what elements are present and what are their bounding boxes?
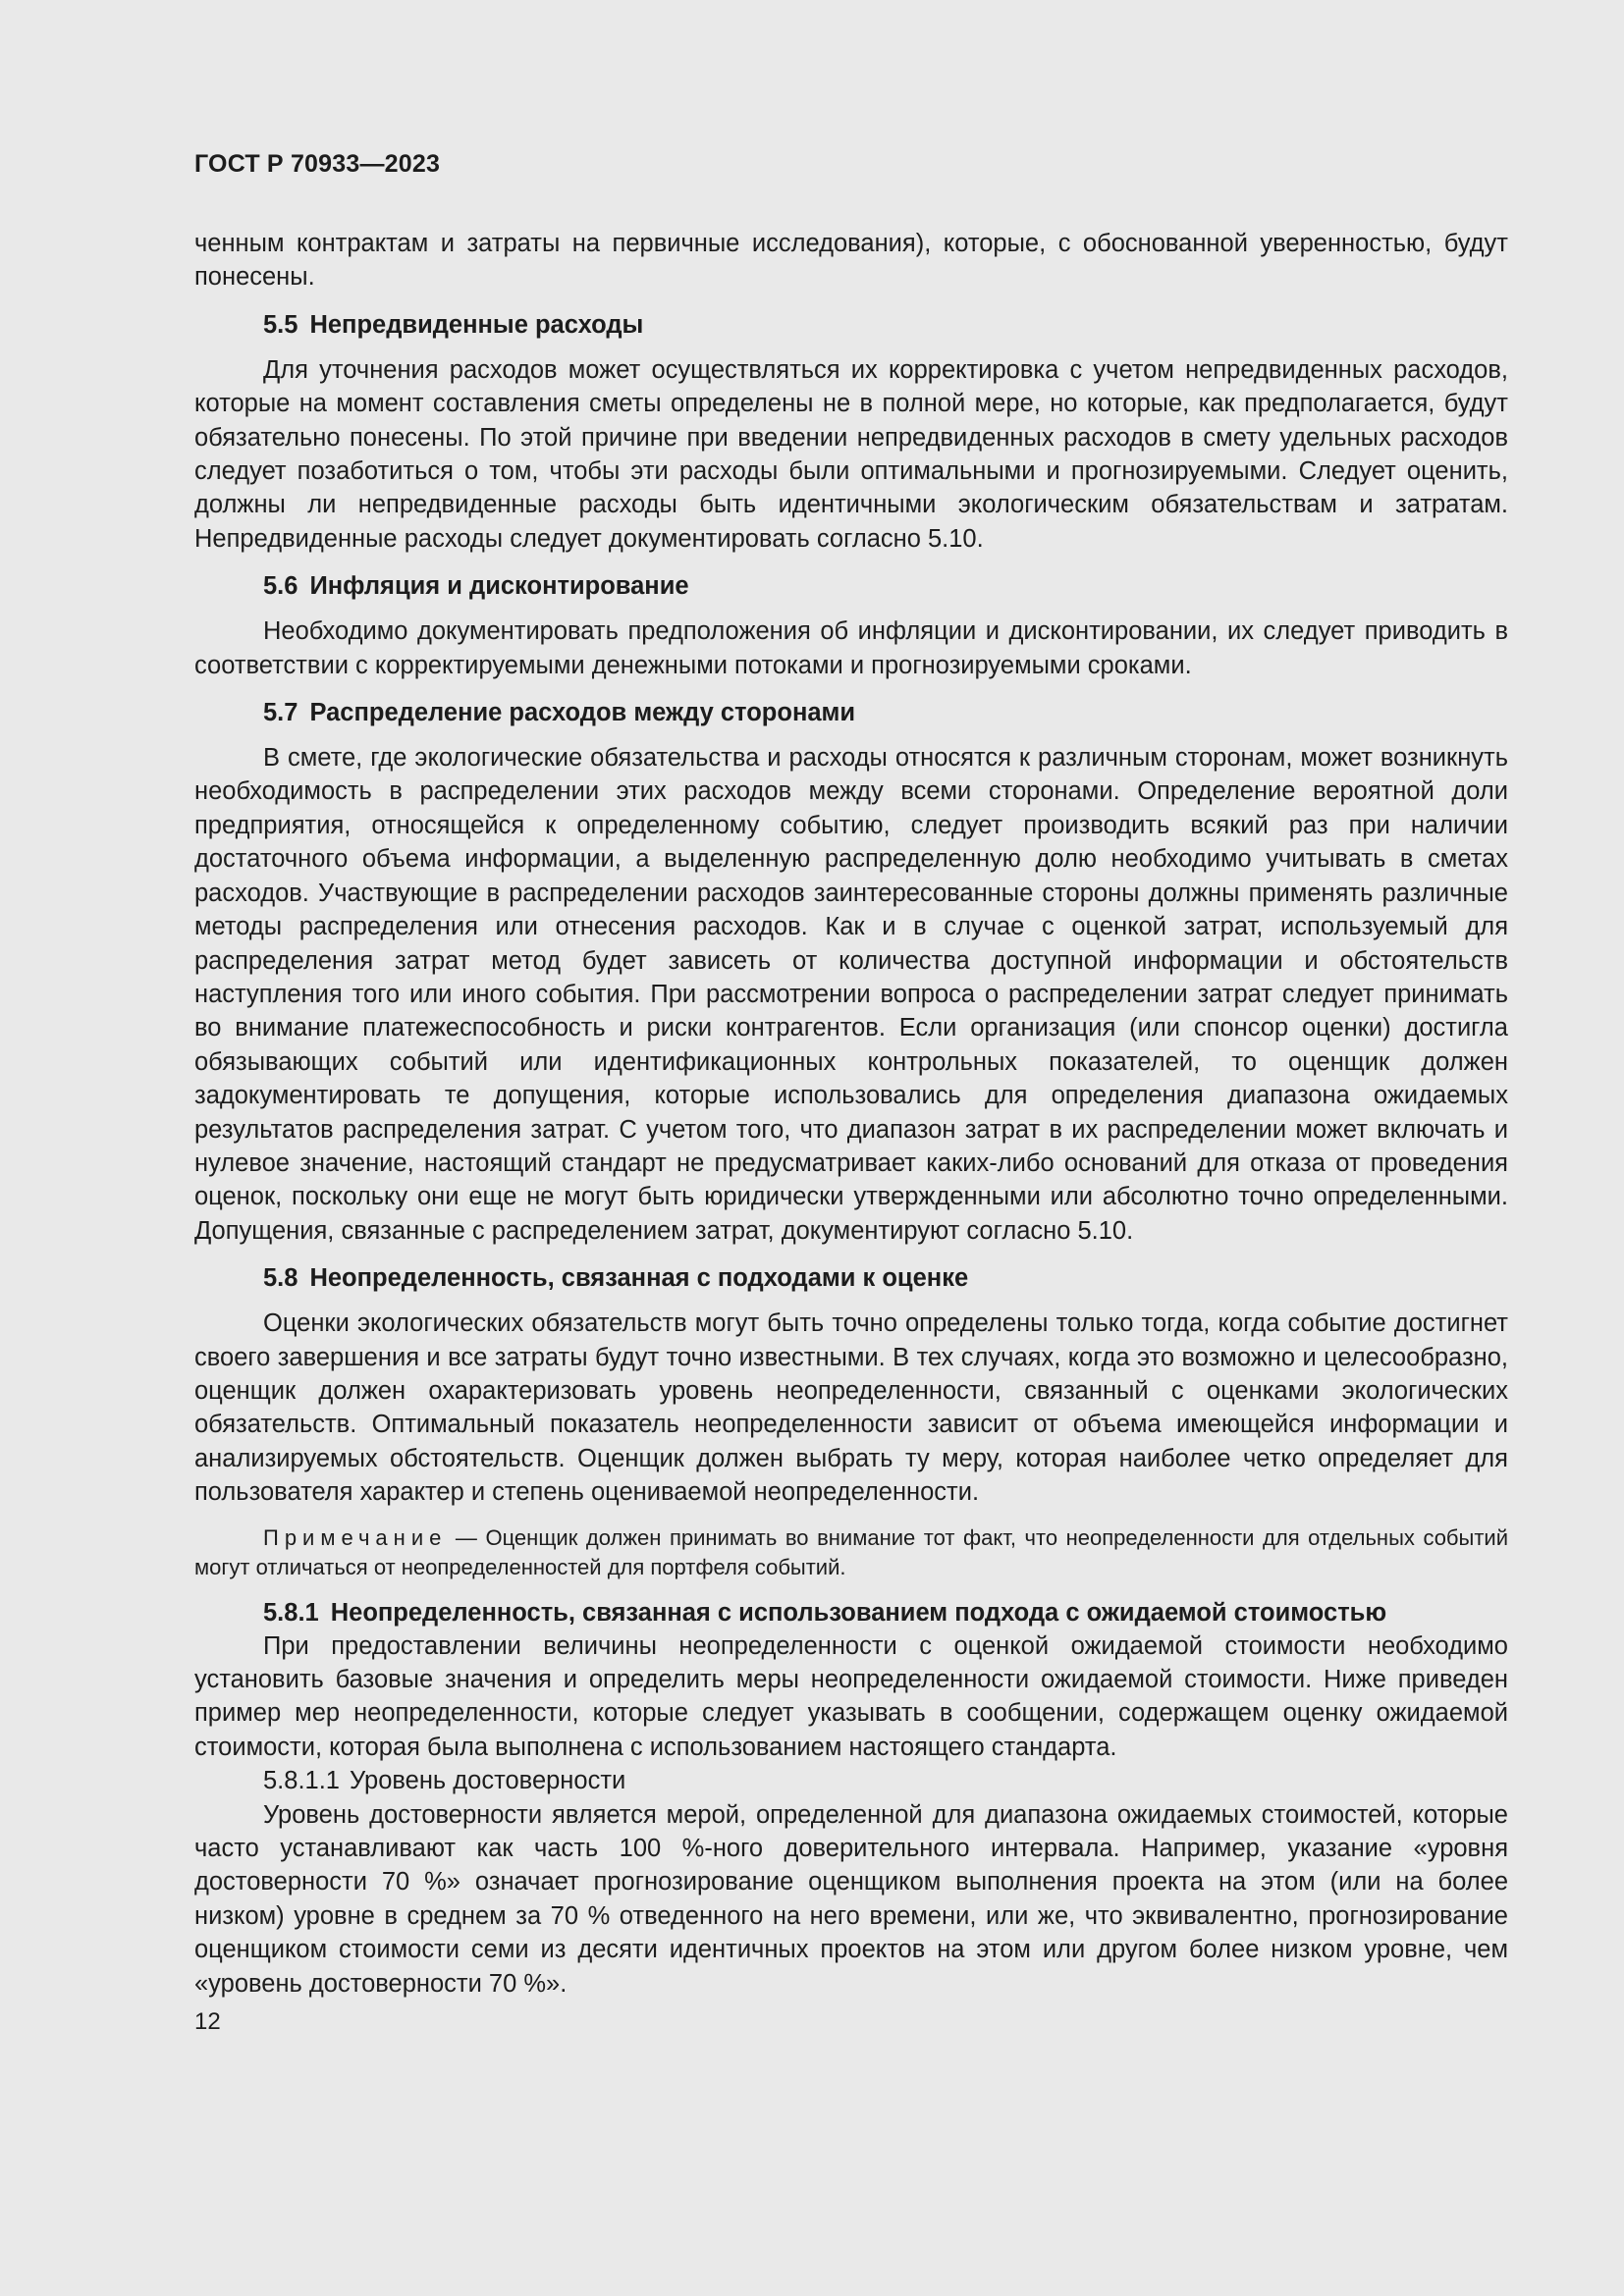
section-number: 5.5 (263, 310, 298, 339)
section-5-8-1-heading (194, 1596, 1508, 1629)
section-title: Неопределенность, связанная с использованием подхода с ожидаемой стоимостью (330, 1598, 1387, 1627)
section-number: 5.7 (263, 699, 298, 727)
section-title: Распределение расходов между сторонами (309, 699, 856, 727)
section-title: Неопределенность, связанная с подходами к оценке (309, 1264, 969, 1293)
section-title: Уровень достоверности (349, 1767, 626, 1795)
section-5-5-heading (194, 308, 1508, 342)
section-5-5-paragraph: Для уточнения расходов может осуществляться их корректировка с учетом непредвиденных расходов, которые на момент составления сметы определены не в полной мере, но которые, как предполагается, будут обязательно понесены. По этой причине при введении непредвиденных расходов в смету удельных расходов следует позаботиться о том, чтобы эти расходы были оптимальными и прогнозируемыми. Следует оценить, должны ли непредвиденные расходы быть идентичными экологическим обязательствам и затратам. Непредвиденные расходы следует документировать согласно 5.10. (194, 355, 1508, 553)
section-5-7-heading (194, 696, 1508, 729)
section-number: 5.6 (263, 572, 298, 601)
section-5-8-paragraph: Оценки экологических обязательств могут быть точно определены только тогда, когда событие достигнет своего завершения и все затраты будут точно известными. В тех случаях, когда это возможно и целесообразно, оценщик должен охарактеризовать уровень неопределенности, связанный с оценками экологических обязательств. Оптимальный показатель неопределенности зависит от объема имеющейся информации и анализируемых обстоятельств. Оценщик должен выбрать ту меру, которая наиболее четко определяет для пользователя характер и степень оцениваемой неопределенности. (194, 1309, 1508, 1507)
section-title: Инфляция и дисконтирование (309, 572, 689, 601)
section-5-8-note (194, 1523, 1508, 1582)
document-code: ГОСТ Р 70933—2023 (194, 150, 441, 178)
section-5-8-1-1-heading (194, 1764, 1508, 1797)
section-5-8-1-1-paragraph: Уровень достоверности является мерой, определенной для диапазона ожидаемых стоимостей, которые часто устанавливают как часть 100 %-ного доверительного интервала. Например, указание «уровня достоверности 70 %» означает прогнозирование оценщиком выполнения проекта на этом (или на более низком) уровне в среднем за 70 % отведенного на него времени, или же, что эквивалентно, прогнозирование оценщиком стоимости семи из десяти идентичных проектов на этом или другом более низком уровне, чем «уровень достоверности 70 %». (194, 1800, 1508, 1998)
document-page (194, 147, 1508, 2038)
section-number: 5.8.1.1 (263, 1767, 340, 1795)
section-5-7-paragraph: В смете, где экологические обязательства и расходы относятся к различным сторонам, может возникнуть необходимость в распределении этих расходов между всеми сторонами. Определение вероятной доли предприятия, относящейся к определенному событию, следует производить всякий раз при наличии достаточного объема информации, а выделенную распределенную долю необходимо учитывать в сметах расходов. Участвующие в распределении расходов заинтересованные стороны должны применять различные методы распределения или отнесения расходов. Как и в случае с оценкой затрат, используемый для распределения затрат метод будет зависеть от количества доступной информации и обстоятельств наступления того или иного события. При рассмотрении вопроса о распределении затрат следует принимать во внимание платежеспособность и риски контрагентов. Если организация (или спонсор оценки) достигла обязывающих событий или идентификационных контрольных показателей, то оценщик должен задокументировать те допущения, которые использовались для определения диапазона ожидаемых результатов распределения затрат. С учетом того, что диапазон затрат в их распределении может включать и нулевое значение, настоящий стандарт не предусматривает каких-либо оснований для отказа от проведения оценок, поскольку они еще не могут быть юридически утвержденными или абсолютно точно определенными. Допущения, связанные с распределением затрат, документируют согласно 5.10. (194, 744, 1508, 1245)
note-text: — Оценщик должен принимать во внимание тот факт, что неопределенности для отдельных событий могут отличаться от неопределенностей для портфеля событий. (194, 1524, 1508, 1579)
section-5-8-heading (194, 1261, 1508, 1295)
section-5-8-1-paragraph: При предоставлении величины неопределенности с оценкой ожидаемой стоимости необходимо установить базовые значения и определить меры неопределенности ожидаемой стоимости. Ниже приведен пример мер неопределенности, которые следует указывать в сообщении, содержащем оценку ожидаемой стоимости, которая была выполнена с использованием настоящего стандарта. (194, 1631, 1508, 1761)
section-5-6-heading (194, 569, 1508, 603)
note-label: Примечание (263, 1524, 448, 1550)
section-number: 5.8.1 (263, 1598, 319, 1627)
intro-paragraph: ченным контрактам и затраты на первичные исследования), которые, с обоснованной уверенностью, будут понесены. (194, 230, 1508, 292)
page-number: 12 (194, 2008, 221, 2036)
section-5-6-paragraph: Необходимо документировать предположения об инфляции и дисконтировании, их следует приводить в соответствии с корректируемыми денежными потоками и прогнозируемыми сроками. (194, 617, 1508, 679)
section-number: 5.8 (263, 1264, 298, 1293)
section-title: Непредвиденные расходы (309, 310, 644, 339)
